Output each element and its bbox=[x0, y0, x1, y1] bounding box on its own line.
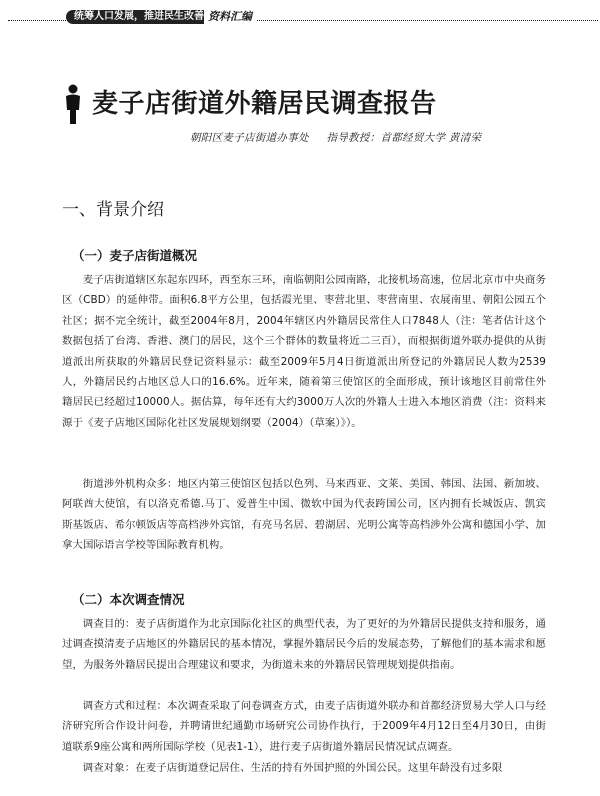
report-title: 麦子店街道外籍居民调查报告 bbox=[92, 89, 437, 119]
section-heading-background: 一、背景介绍 bbox=[62, 200, 164, 220]
paragraph-institutions: 街道涉外机构众多：地区内第三使馆区包括以色列、马来西亚、文莱、美国、韩国、法国、新加坡、阿联酋大使馆，有以洛克希德.马丁、爱普生中国、微软中国为代表跨国公司，区内拥有长城饭店、凯宾斯基饭店、希尔顿饭店等高档涉外宾馆，有亮马名居、碧湖居、光明公寓等高档涉外公寓和德国小学、加拿大国际语言学校等国际教育机构。 bbox=[62, 478, 546, 552]
title-block bbox=[64, 84, 544, 124]
person-icon bbox=[64, 84, 82, 124]
subsection-heading-overview: （一）麦子店街道概况 bbox=[72, 248, 198, 263]
paragraph-overview: 麦子店街道辖区东起东四环，西至东三环，南临朝阳公园南路，北接机场高速，位居北京市中央商务区（CBD）的延伸带。面积6.8平方公里，包括霞光里、枣营北里、枣营南里、农展南里、朝阳公园五个社区；据不完全统计，截至2004年8月，2004年辖区内外籍居民常住人口7848人（注：笔者估计这个数据包括了台湾、香港、澳门的居民，这个三个群体的数量将近二三百），而根据街道外联办提供的从街道派出所获取的外籍居民登记资料显示：截至2009年5月4日街道派出所登记的外籍居民人数为2539人，外籍居民约占地区总人口的16.6%。近年来，随着第三使馆区的全面形成，预计该地区目前常住外籍居民已经超过10000人。据估算，每年还有大约3000万人次的外籍人士进入本地区消费（注：资料来源于《麦子店地区国际化社区发展规划纲要（2004）（草案）》）。 bbox=[62, 274, 546, 429]
running-header bbox=[8, 10, 598, 24]
header-banner: 统筹人口发展，推进民生改善 bbox=[66, 10, 212, 24]
paragraph-survey-method: 调查方式和过程：本次调查采取了问卷调查方式，由麦子店街道外联办和首都经济贸易大学人口与经济研究所合作设计问卷，并聘请世纪通勤市场研究公司协作执行，于2009年4月12日至4月30日，由街道联系9座公寓和两所国际学校（见表1-1），进行麦子店街道外籍居民情况试点调查。 bbox=[62, 700, 546, 753]
subsection-heading-survey: （二）本次调查情况 bbox=[72, 592, 185, 607]
byline-advisor: 指导教授：首都经贸大学 黄清荣 bbox=[326, 132, 482, 144]
paragraph-survey-subjects: 调查对象：在麦子店街道登记居住、生活的持有外国护照的外国公民。这里年龄没有过多限 bbox=[82, 762, 503, 774]
paragraph-survey-purpose: 调查目的：麦子店街道作为北京国际化社区的典型代表，为了更好的为外籍居民提供支持和服务，通过调查摸清麦子店地区的外籍居民的基本情况，掌握外籍居民今后的发展态势，了解他们的基本需求和愿望，为服务外籍居民提出合理建议和要求，为街道未来的外籍居民管理规划提供指南。 bbox=[62, 618, 546, 671]
header-section-tag: 资料汇编 bbox=[204, 10, 256, 24]
byline-author: 朝阳区麦子店街道办事处 bbox=[190, 132, 309, 144]
byline bbox=[190, 130, 495, 145]
